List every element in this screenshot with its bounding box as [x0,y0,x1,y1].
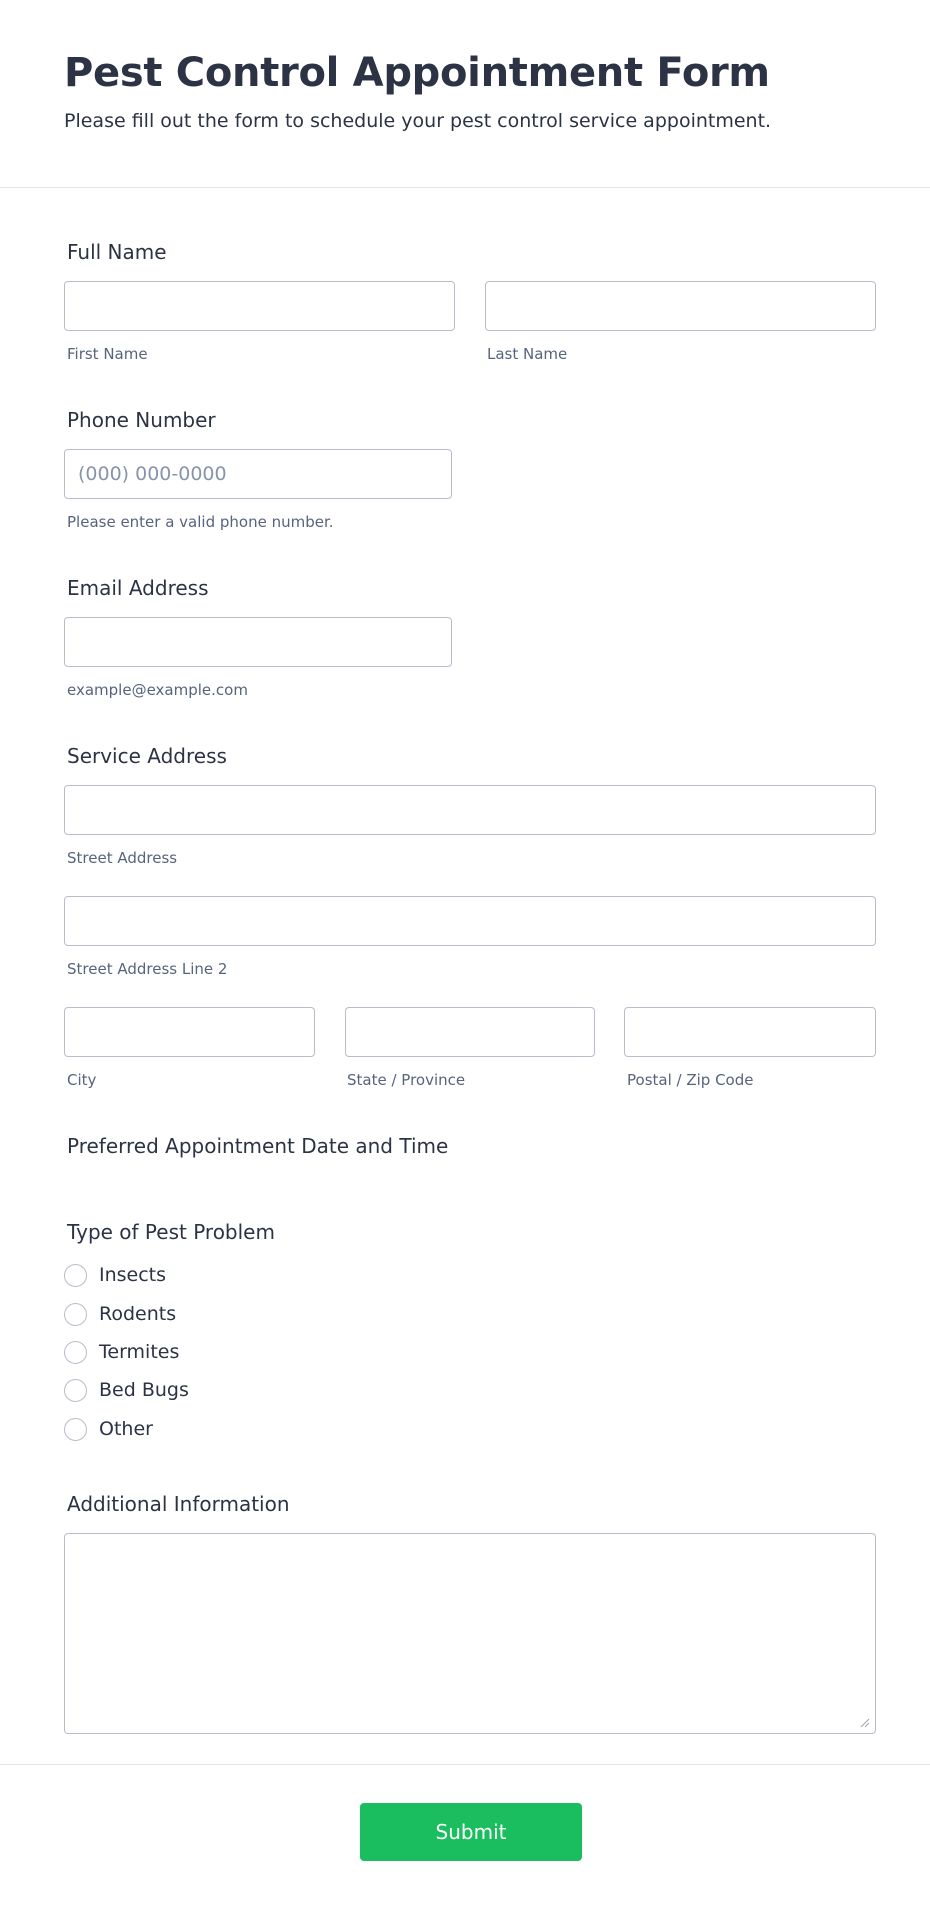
phone-number-label: Phone Number [67,408,216,432]
phone-number-sublabel: Please enter a valid phone number. [67,513,334,531]
street-address-line2-sublabel: Street Address Line 2 [67,960,228,978]
pest-option-insects[interactable] [64,1261,166,1289]
footer-divider [0,1764,930,1765]
full-name-label: Full Name [67,240,167,264]
city-input[interactable] [64,1007,315,1057]
pest-option-label: Rodents [99,1303,177,1325]
postal-zip-input[interactable] [624,1007,876,1057]
radio-circle-icon[interactable] [64,1341,87,1364]
radio-circle-icon[interactable] [64,1303,87,1326]
last-name-sublabel: Last Name [487,345,568,363]
state-province-input[interactable] [345,1007,595,1057]
additional-info-textarea[interactable] [64,1533,876,1734]
form-subtitle: Please fill out the form to schedule your pest control service appointment. [64,110,772,132]
first-name-input[interactable] [64,281,455,331]
email-address-input[interactable] [64,617,452,667]
state-province-sublabel: State / Province [347,1071,466,1089]
email-address-label: Email Address [67,576,209,600]
service-address-label: Service Address [67,744,227,768]
pest-option-other[interactable] [64,1415,153,1443]
pest-option-termites[interactable] [64,1338,179,1366]
resize-grip-icon[interactable] [858,1716,870,1728]
appointment-datetime-label: Preferred Appointment Date and Time [67,1134,449,1158]
additional-info-label: Additional Information [67,1492,290,1516]
street-address-sublabel: Street Address [67,849,178,867]
street-address-input[interactable] [64,785,876,835]
radio-circle-icon[interactable] [64,1264,87,1287]
radio-circle-icon[interactable] [64,1418,87,1441]
pest-option-label: Insects [99,1264,167,1286]
first-name-sublabel: First Name [67,345,148,363]
last-name-input[interactable] [485,281,876,331]
pest-option-label: Other [99,1418,153,1440]
radio-circle-icon[interactable] [64,1379,87,1402]
submit-button[interactable]: Submit [360,1803,582,1861]
city-sublabel: City [67,1071,97,1089]
form-header [0,0,930,188]
pest-option-rodents[interactable] [64,1300,176,1328]
pest-option-label: Termites [99,1341,180,1363]
email-address-sublabel: example@example.com [67,681,248,699]
form-title: Pest Control Appointment Form [64,50,770,96]
pest-option-bed-bugs[interactable] [64,1376,189,1404]
pest-type-label: Type of Pest Problem [67,1220,275,1244]
street-address-line2-input[interactable] [64,896,876,946]
postal-zip-sublabel: Postal / Zip Code [627,1071,754,1089]
phone-number-input[interactable] [64,449,452,499]
pest-option-label: Bed Bugs [99,1379,189,1401]
